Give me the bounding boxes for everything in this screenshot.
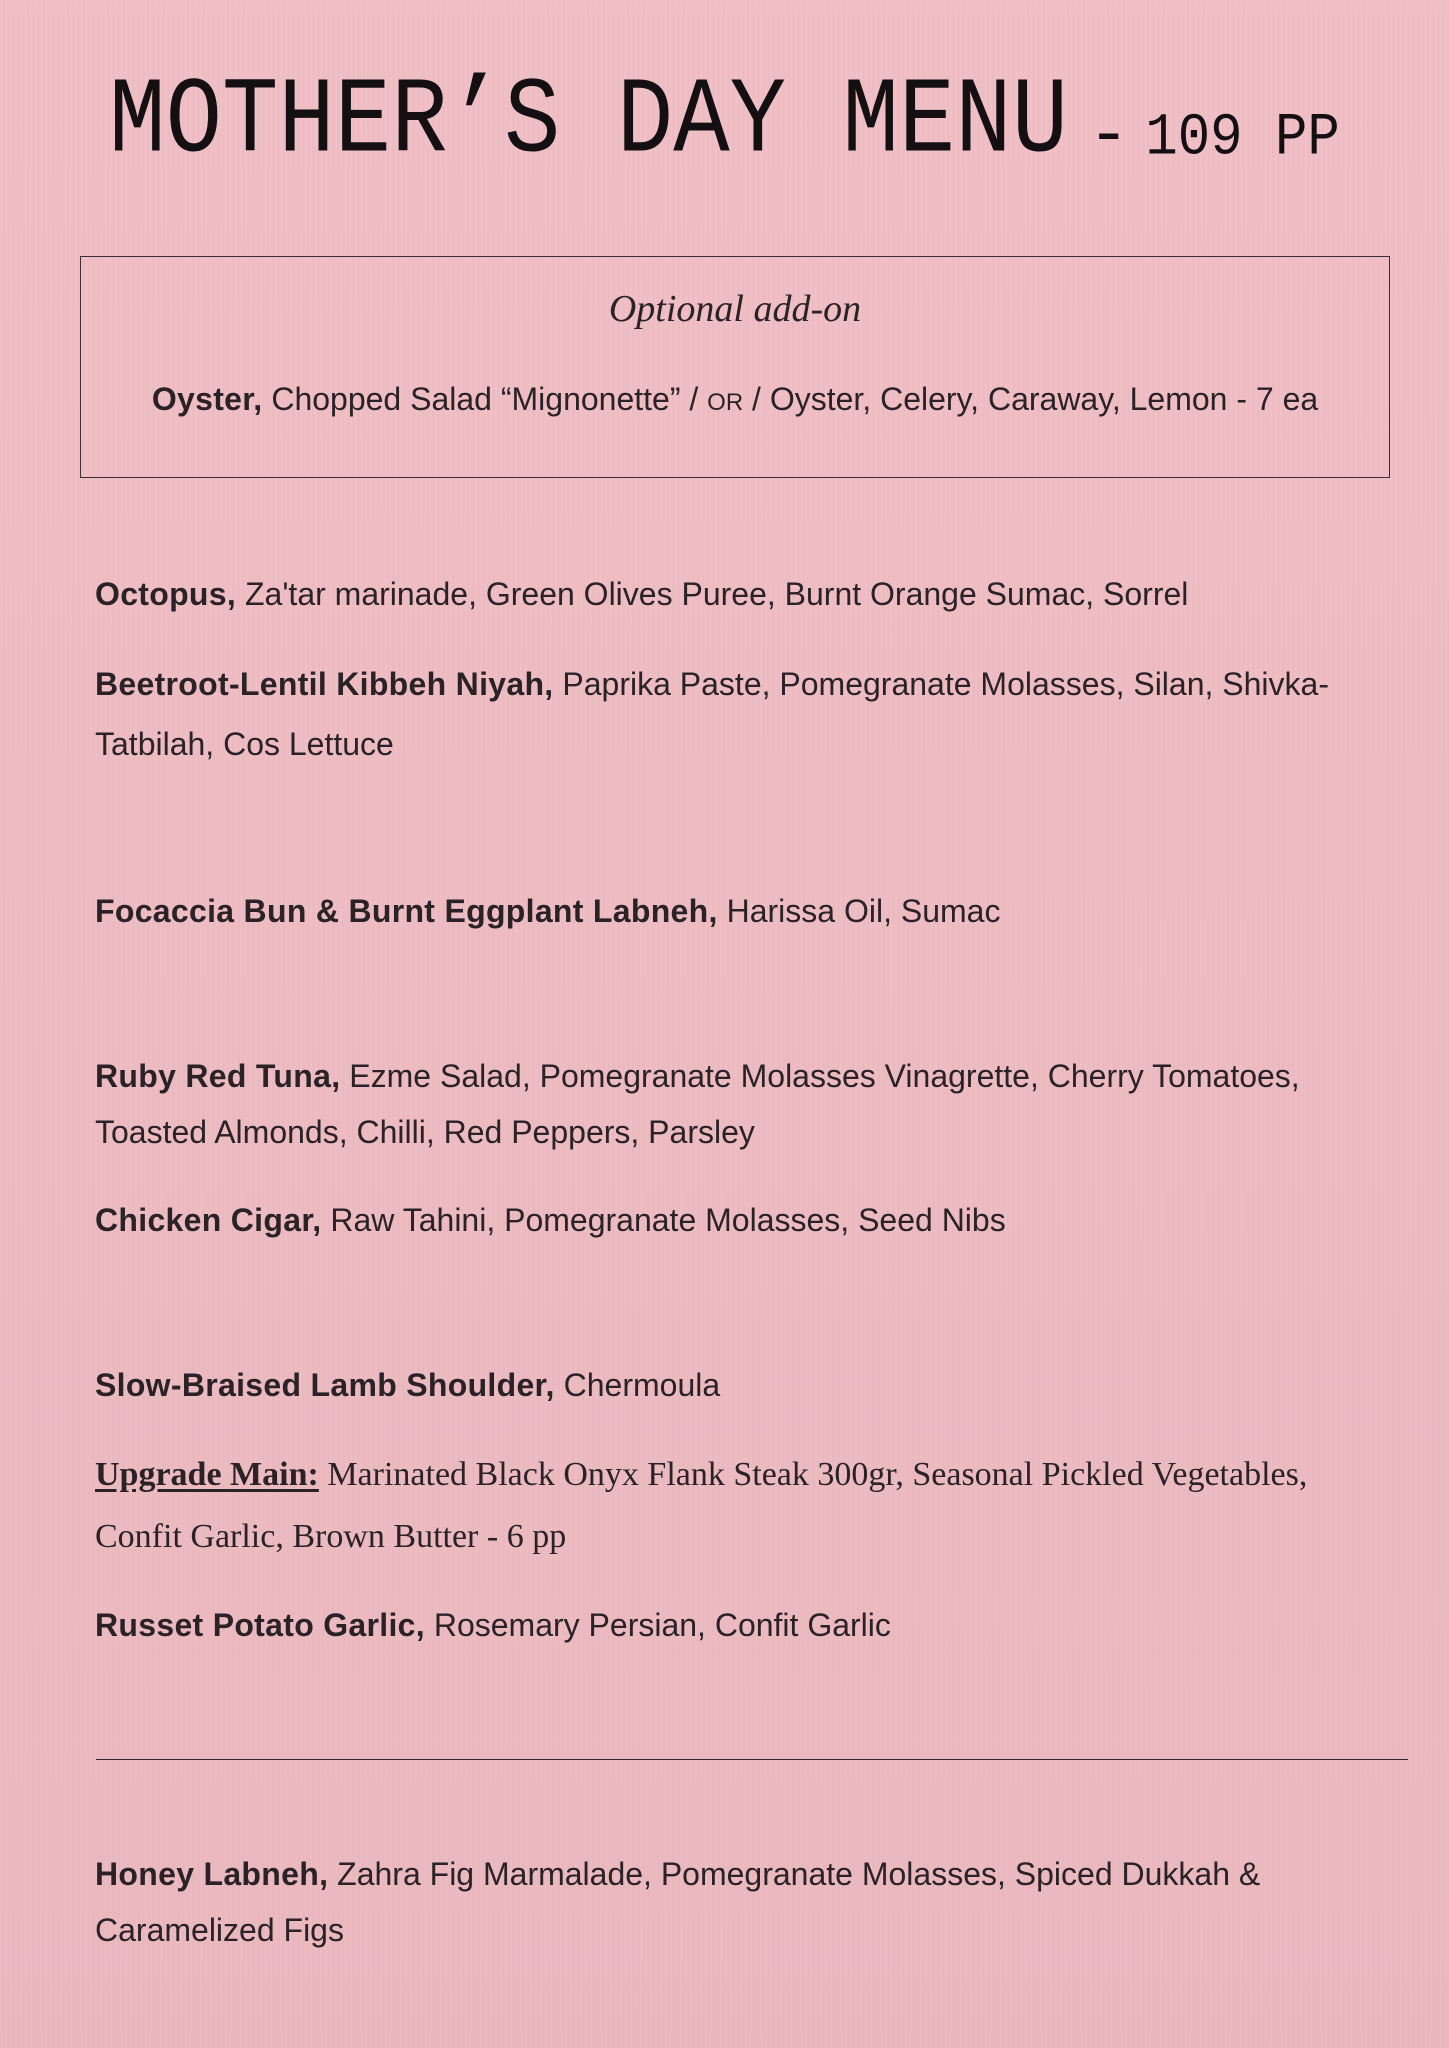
- menu-item-lamb: [95, 1355, 1365, 1415]
- upgrade-desc: Marinated Black Onyx Flank Steak 300gr, Seasonal Pickled Vegetables, Confit Garlic, Brown Butter - 6 pp: [95, 1456, 1308, 1555]
- section-divider: [96, 1759, 1408, 1760]
- menu-title: [0, 62, 1449, 184]
- menu-item-upgrade-main: [95, 1444, 1365, 1568]
- menu-item-name: Russet Potato Garlic,: [95, 1607, 425, 1643]
- menu-item-name: Slow-Braised Lamb Shoulder,: [95, 1367, 555, 1403]
- menu-item-name: Chicken Cigar,: [95, 1202, 322, 1238]
- menu-item-focaccia: [95, 881, 1365, 941]
- menu-item-desc: Ezme Salad, Pomegranate Molasses Vinagrette, Cherry Tomatoes, Toasted Almonds, Chilli, Red Peppers, Parsley: [95, 1058, 1300, 1150]
- menu-price: 109 PP: [1145, 104, 1340, 172]
- addon-item-desc-b: / Oyster, Celery, Caraway, Lemon - 7 ea: [743, 381, 1319, 417]
- menu-item-desc: Zahra Fig Marmalade, Pomegranate Molasses, Spiced Dukkah & Caramelized Figs: [95, 1856, 1261, 1948]
- addon-item-name: Oyster,: [151, 381, 263, 417]
- menu-item-desc: Raw Tahini, Pomegranate Molasses, Seed Nibs: [321, 1202, 1006, 1238]
- menu-item-kibbeh: [95, 654, 1365, 774]
- upgrade-label: Upgrade Main:: [95, 1456, 319, 1493]
- menu-item-name: Honey Labneh,: [95, 1856, 329, 1892]
- menu-item-octopus: [95, 564, 1365, 624]
- menu-item-desc: Za'tar marinade, Green Olives Puree, Burnt Orange Sumac, Sorrel: [236, 576, 1189, 612]
- menu-item-desc: Chermoula: [554, 1367, 721, 1403]
- addon-label: Optional add-on: [608, 288, 862, 330]
- addon-item-desc-a: Chopped Salad “Mignonette” /: [262, 381, 708, 417]
- menu-item-name: Focaccia Bun & Burnt Eggplant Labneh,: [95, 893, 718, 929]
- menu-item-name: Beetroot-Lentil Kibbeh Niyah,: [95, 666, 554, 702]
- title-separator: -: [1087, 98, 1130, 177]
- menu-item-desc: Harissa Oil, Sumac: [717, 893, 1001, 929]
- addon-item-or: OR: [707, 389, 744, 416]
- menu-item-chicken-cigar: [95, 1190, 1365, 1250]
- menu-item-tuna: [95, 1048, 1365, 1160]
- menu-item-desc: Rosemary Persian, Confit Garlic: [424, 1607, 891, 1643]
- optional-addon-box: [80, 256, 1390, 478]
- addon-item: [81, 381, 1389, 418]
- menu-item-name: Octopus,: [95, 576, 237, 612]
- menu-item-honey-labneh: [95, 1846, 1365, 1958]
- menu-item-name: Ruby Red Tuna,: [95, 1058, 341, 1094]
- menu-item-desc: Paprika Paste, Pomegranate Molasses, Silan, Shivka-Tatbilah, Cos Lettuce: [95, 666, 1329, 762]
- menu-title-text: MOTHER’S DAY MENU: [109, 62, 1069, 184]
- menu-item-potato: [95, 1595, 1365, 1655]
